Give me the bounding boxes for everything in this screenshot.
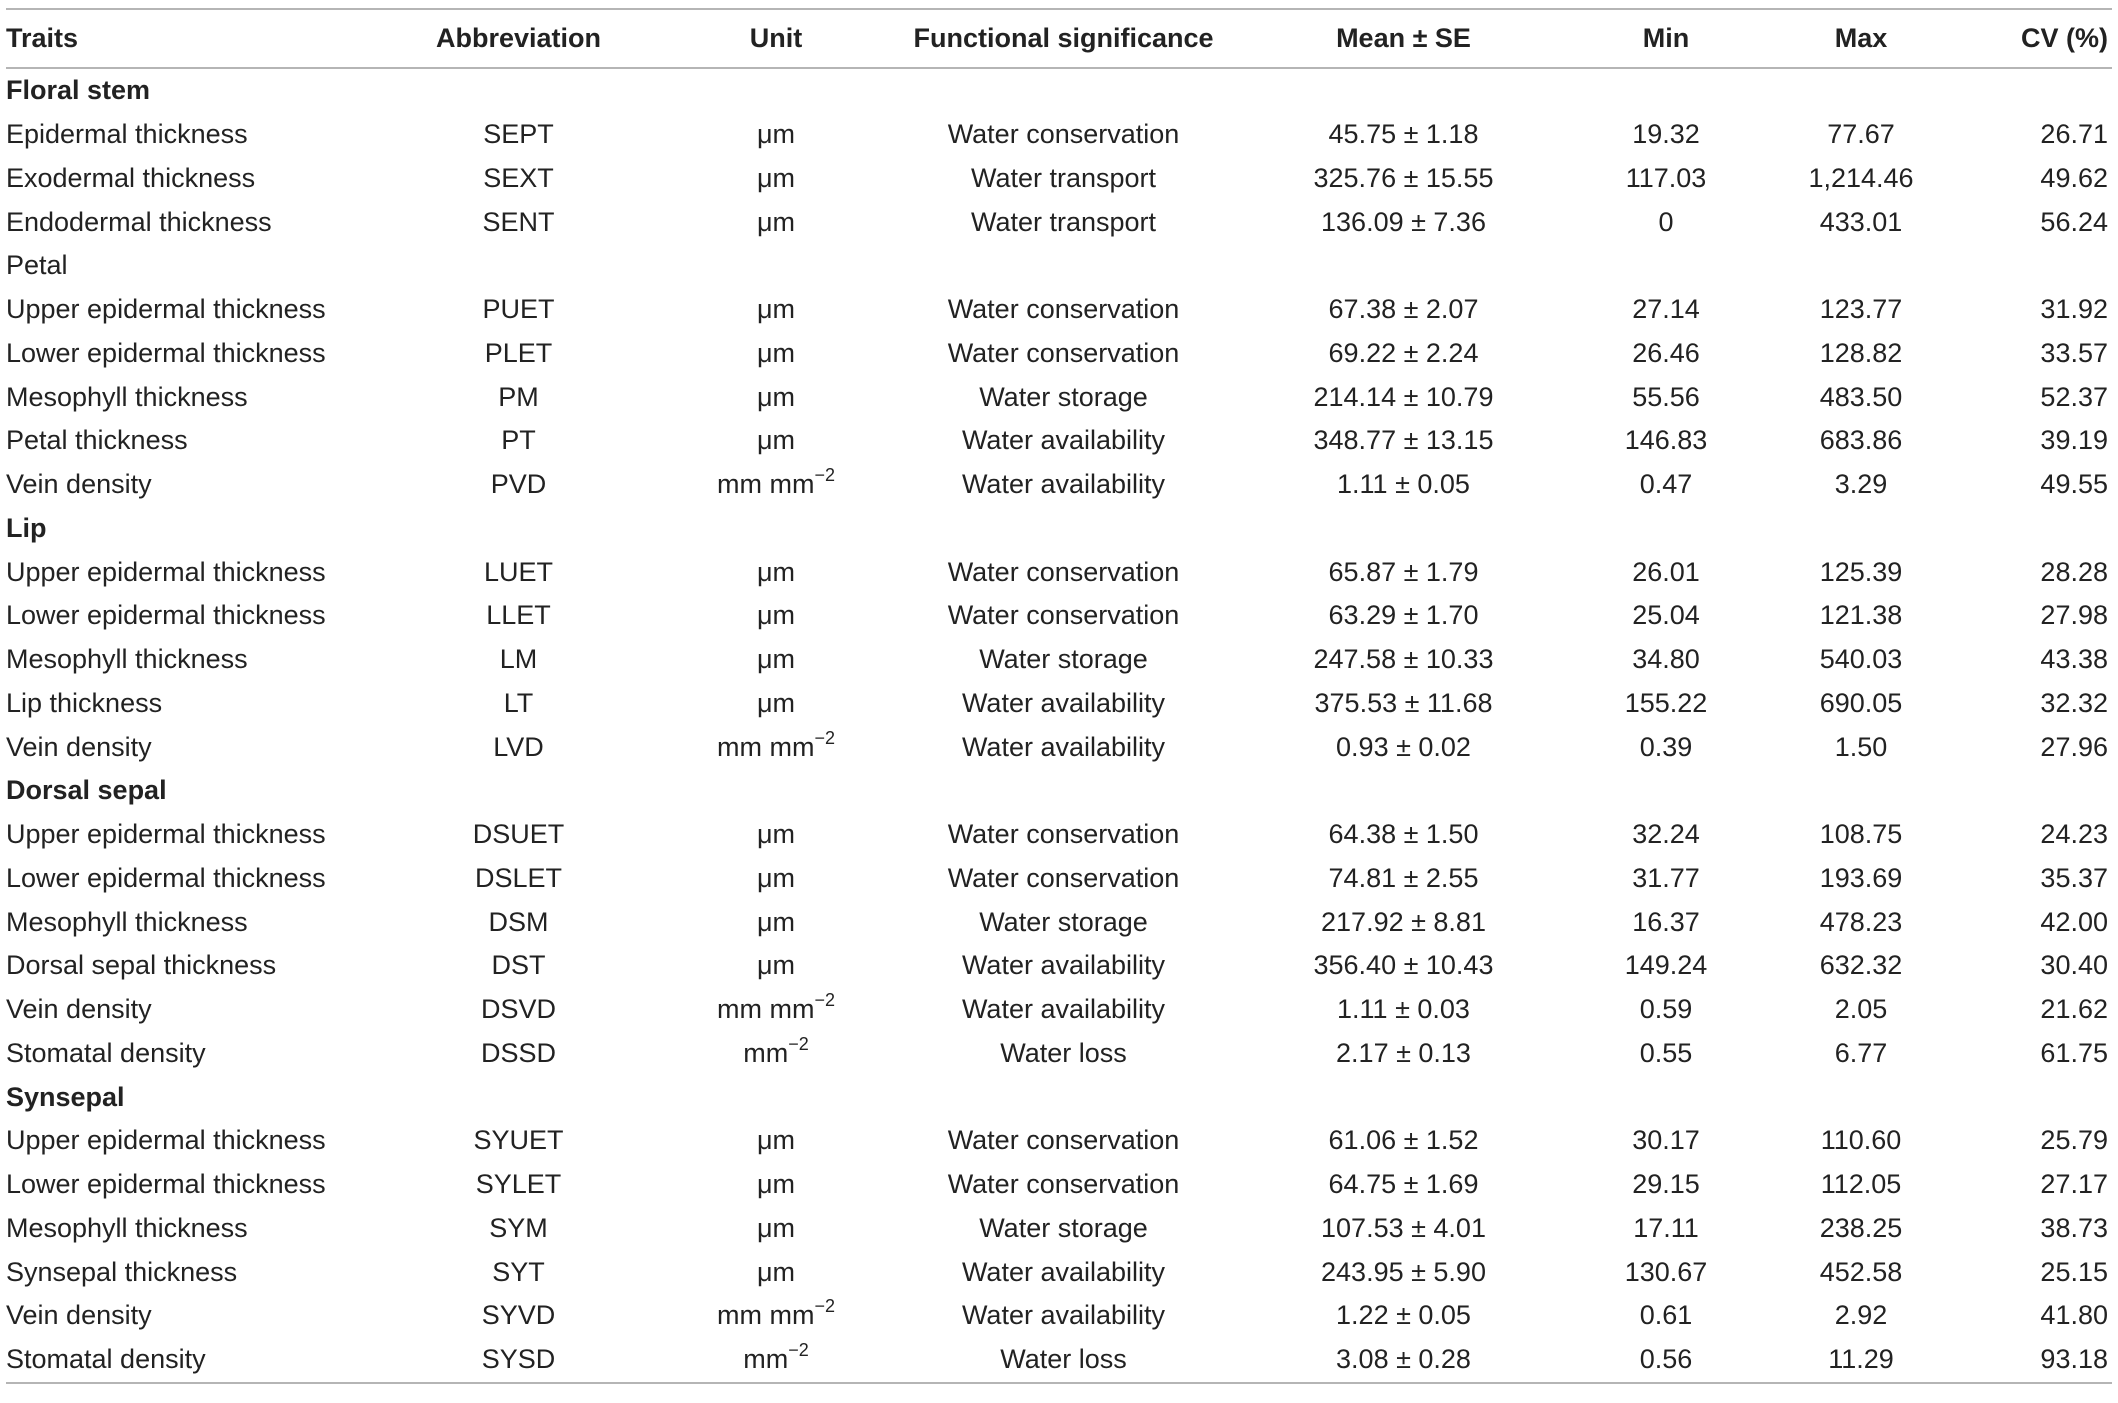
max-cell: 77.67 bbox=[1827, 119, 1895, 150]
trait-cell: Upper epidermal thickness bbox=[6, 294, 326, 325]
functional-significance-cell: Water transport bbox=[970, 206, 1157, 237]
mean-se-cell: 356.40 ± 10.43 bbox=[1313, 950, 1494, 981]
trait-cell: Lower epidermal thickness bbox=[6, 862, 326, 893]
abbreviation-cell: DSVD bbox=[480, 994, 556, 1025]
mean-se-cell: 3.08 ± 0.28 bbox=[1336, 1344, 1471, 1375]
abbreviation-cell: SYVD bbox=[481, 1300, 556, 1331]
mean-se-cell: 375.53 ± 11.68 bbox=[1314, 687, 1493, 718]
max-cell: 6.77 bbox=[1834, 1037, 1888, 1068]
functional-significance-cell: Water availability bbox=[961, 950, 1166, 981]
table-row bbox=[6, 288, 2112, 332]
unit-exponent: −2 bbox=[814, 1296, 835, 1317]
header-cv: CV (%) bbox=[2021, 23, 2108, 53]
table-row bbox=[6, 857, 2112, 901]
max-cell: 110.60 bbox=[1820, 1125, 1902, 1156]
unit-cell bbox=[656, 463, 896, 507]
unit-base: μm bbox=[756, 1256, 796, 1287]
trait-cell: Upper epidermal thickness bbox=[6, 1125, 326, 1156]
trait-cell: Stomatal density bbox=[6, 1344, 206, 1375]
table-row bbox=[6, 550, 2112, 594]
cv-cell: 43.38 bbox=[2040, 644, 2108, 675]
unit-cell bbox=[656, 1163, 896, 1207]
unit-cell bbox=[656, 419, 896, 463]
unit-exponent: −2 bbox=[814, 727, 835, 748]
traits-table bbox=[6, 8, 2112, 1384]
table-row bbox=[6, 725, 2112, 769]
header-functional-significance: Functional significance bbox=[913, 23, 1214, 53]
mean-se-cell: 348.77 ± 13.15 bbox=[1313, 425, 1494, 456]
unit-cell bbox=[656, 157, 896, 201]
trait-cell: Lip thickness bbox=[6, 687, 163, 718]
unit-cell bbox=[656, 288, 896, 332]
unit-base: μm bbox=[756, 819, 796, 850]
unit-cell bbox=[656, 900, 896, 944]
table-row bbox=[6, 1250, 2112, 1294]
min-cell: 32.24 bbox=[1632, 819, 1700, 850]
abbreviation-cell: LT bbox=[503, 687, 534, 718]
table-row bbox=[6, 813, 2112, 857]
cv-cell: 33.57 bbox=[2040, 337, 2108, 368]
group-label: Petal bbox=[6, 250, 68, 281]
functional-significance-cell: Water storage bbox=[979, 1212, 1148, 1243]
max-cell: 108.75 bbox=[1819, 819, 1903, 850]
abbreviation-cell: SENT bbox=[482, 206, 555, 237]
abbreviation-cell: PLET bbox=[484, 337, 553, 368]
functional-significance-cell: Water conservation bbox=[947, 819, 1180, 850]
trait-cell: Upper epidermal thickness bbox=[6, 556, 326, 587]
abbreviation-cell: DSSD bbox=[480, 1037, 556, 1068]
cv-cell: 27.17 bbox=[2040, 1169, 2108, 1200]
max-cell: 1,214.46 bbox=[1808, 162, 1914, 193]
unit-exponent: −2 bbox=[788, 1033, 809, 1054]
unit-base: μm bbox=[756, 337, 796, 368]
group-label: Dorsal sepal bbox=[6, 775, 167, 806]
abbreviation-cell: SEXT bbox=[483, 162, 554, 193]
abbreviation-cell: PVD bbox=[490, 469, 547, 500]
unit-cell bbox=[656, 638, 896, 682]
cv-cell: 21.62 bbox=[2040, 994, 2108, 1025]
unit-base: μm bbox=[756, 206, 796, 237]
max-cell: 238.25 bbox=[1819, 1212, 1903, 1243]
max-cell: 478.23 bbox=[1819, 906, 1903, 937]
mean-se-cell: 1.11 ± 0.05 bbox=[1337, 469, 1470, 500]
mean-se-cell: 0.93 ± 0.02 bbox=[1336, 731, 1471, 762]
table-row bbox=[6, 988, 2112, 1032]
abbreviation-cell: LM bbox=[499, 644, 538, 675]
unit-base: μm bbox=[756, 162, 796, 193]
unit-cell bbox=[656, 200, 896, 244]
abbreviation-cell: LUET bbox=[483, 556, 554, 587]
cv-cell: 27.96 bbox=[2040, 731, 2108, 762]
unit-base: μm bbox=[756, 1169, 796, 1200]
mean-se-cell: 217.92 ± 8.81 bbox=[1321, 906, 1486, 937]
cv-cell: 28.28 bbox=[2040, 556, 2108, 587]
cv-cell: 26.71 bbox=[2040, 119, 2108, 150]
table-row bbox=[6, 375, 2112, 419]
trait-cell: Stomatal density bbox=[6, 1037, 206, 1068]
trait-cell: Petal thickness bbox=[6, 425, 188, 456]
table-row bbox=[6, 200, 2112, 244]
functional-significance-cell: Water storage bbox=[979, 381, 1148, 412]
max-cell: 193.69 bbox=[1819, 862, 1903, 893]
unit-base: μm bbox=[756, 381, 796, 412]
trait-cell: Dorsal sepal thickness bbox=[6, 950, 277, 981]
functional-significance-cell: Water availability bbox=[961, 1256, 1166, 1287]
table-row bbox=[6, 1032, 2112, 1076]
mean-se-cell: 247.58 ± 10.33 bbox=[1313, 644, 1494, 675]
max-cell: 123.77 bbox=[1819, 294, 1903, 325]
min-cell: 34.80 bbox=[1632, 644, 1700, 675]
group-label: Floral stem bbox=[6, 75, 151, 106]
table-row bbox=[6, 1338, 2112, 1383]
header-abbreviation: Abbreviation bbox=[435, 23, 602, 53]
unit-cell bbox=[656, 594, 896, 638]
unit-base: μm bbox=[756, 1212, 796, 1243]
max-cell: 2.05 bbox=[1834, 994, 1888, 1025]
min-cell: 19.32 bbox=[1632, 119, 1700, 150]
trait-cell: Lower epidermal thickness bbox=[6, 337, 326, 368]
functional-significance-cell: Water availability bbox=[961, 731, 1166, 762]
unit-base: mm bbox=[743, 1037, 789, 1068]
min-cell: 155.22 bbox=[1624, 687, 1708, 718]
unit-cell bbox=[656, 113, 896, 157]
mean-se-cell: 69.22 ± 2.24 bbox=[1328, 337, 1479, 368]
max-cell: 690.05 bbox=[1819, 687, 1903, 718]
max-cell: 128.82 bbox=[1819, 337, 1903, 368]
min-cell: 55.56 bbox=[1632, 381, 1700, 412]
min-cell: 26.46 bbox=[1632, 337, 1700, 368]
table-row bbox=[6, 944, 2112, 988]
functional-significance-cell: Water conservation bbox=[947, 294, 1180, 325]
functional-significance-cell: Water availability bbox=[961, 1300, 1166, 1331]
unit-cell bbox=[656, 1207, 896, 1251]
min-cell: 0.55 bbox=[1639, 1037, 1693, 1068]
trait-cell: Upper epidermal thickness bbox=[6, 819, 326, 850]
group-header-row bbox=[6, 244, 2112, 288]
min-cell: 27.14 bbox=[1632, 294, 1700, 325]
functional-significance-cell: Water loss bbox=[1000, 1344, 1127, 1375]
unit-cell bbox=[656, 682, 896, 726]
unit-exponent: −2 bbox=[814, 465, 835, 486]
trait-cell: Exodermal thickness bbox=[6, 162, 256, 193]
cv-cell: 30.40 bbox=[2040, 950, 2108, 981]
unit-cell bbox=[656, 988, 896, 1032]
cv-cell: 41.80 bbox=[2040, 1300, 2108, 1331]
unit-cell bbox=[656, 857, 896, 901]
abbreviation-cell: DSM bbox=[488, 906, 549, 937]
unit-base: mm mm bbox=[717, 731, 815, 762]
min-cell: 26.01 bbox=[1632, 556, 1700, 587]
abbreviation-cell: SYM bbox=[489, 1212, 548, 1243]
traits-table-container bbox=[6, 8, 2112, 1384]
trait-cell: Lower epidermal thickness bbox=[6, 1169, 326, 1200]
functional-significance-cell: Water conservation bbox=[947, 556, 1180, 587]
unit-base: μm bbox=[756, 950, 796, 981]
max-cell: 125.39 bbox=[1819, 556, 1903, 587]
abbreviation-cell: DSLET bbox=[474, 862, 563, 893]
unit-base: μm bbox=[756, 294, 796, 325]
min-cell: 16.37 bbox=[1632, 906, 1700, 937]
functional-significance-cell: Water conservation bbox=[947, 337, 1180, 368]
min-cell: 0 bbox=[1658, 206, 1674, 237]
group-header-row bbox=[6, 507, 2112, 551]
abbreviation-cell: DST bbox=[491, 950, 546, 981]
unit-cell bbox=[656, 1032, 896, 1076]
unit-base: μm bbox=[756, 644, 796, 675]
table-row bbox=[6, 113, 2112, 157]
unit-base: μm bbox=[756, 425, 796, 456]
mean-se-cell: 64.75 ± 1.69 bbox=[1328, 1169, 1479, 1200]
trait-cell: Synsepal thickness bbox=[6, 1256, 238, 1287]
unit-base: mm bbox=[743, 1344, 789, 1375]
group-header-row bbox=[6, 769, 2112, 813]
mean-se-cell: 61.06 ± 1.52 bbox=[1328, 1125, 1479, 1156]
functional-significance-cell: Water storage bbox=[979, 644, 1148, 675]
cv-cell: 42.00 bbox=[2040, 906, 2108, 937]
unit-cell bbox=[656, 1250, 896, 1294]
cv-cell: 39.19 bbox=[2040, 425, 2108, 456]
trait-cell: Endodermal thickness bbox=[6, 206, 272, 237]
mean-se-cell: 243.95 ± 5.90 bbox=[1321, 1256, 1486, 1287]
table-row bbox=[6, 332, 2112, 376]
group-label: Lip bbox=[6, 512, 47, 543]
unit-cell bbox=[656, 813, 896, 857]
max-cell: 1.50 bbox=[1834, 731, 1888, 762]
table-row bbox=[6, 463, 2112, 507]
max-cell: 483.50 bbox=[1819, 381, 1903, 412]
unit-exponent: −2 bbox=[814, 990, 835, 1011]
unit-cell bbox=[656, 550, 896, 594]
header-mean-se: Mean ± SE bbox=[1336, 23, 1471, 53]
abbreviation-cell: PT bbox=[501, 425, 536, 456]
unit-cell bbox=[656, 375, 896, 419]
cv-cell: 25.79 bbox=[2040, 1125, 2108, 1156]
mean-se-cell: 214.14 ± 10.79 bbox=[1313, 381, 1494, 412]
functional-significance-cell: Water conservation bbox=[947, 1125, 1180, 1156]
table-row bbox=[6, 157, 2112, 201]
abbreviation-cell: LLET bbox=[486, 600, 551, 631]
trait-cell: Mesophyll thickness bbox=[6, 381, 248, 412]
min-cell: 130.67 bbox=[1624, 1256, 1708, 1287]
mean-se-cell: 64.38 ± 1.50 bbox=[1328, 819, 1479, 850]
mean-se-cell: 74.81 ± 2.55 bbox=[1328, 862, 1479, 893]
cv-cell: 35.37 bbox=[2040, 862, 2108, 893]
unit-base: μm bbox=[756, 687, 796, 718]
abbreviation-cell: PUET bbox=[482, 294, 555, 325]
header-unit: Unit bbox=[749, 23, 803, 53]
min-cell: 25.04 bbox=[1632, 600, 1700, 631]
max-cell: 632.32 bbox=[1819, 950, 1903, 981]
min-cell: 117.03 bbox=[1625, 162, 1707, 193]
trait-cell: Lower epidermal thickness bbox=[6, 600, 326, 631]
max-cell: 112.05 bbox=[1820, 1169, 1902, 1200]
mean-se-cell: 325.76 ± 15.55 bbox=[1313, 162, 1494, 193]
functional-significance-cell: Water availability bbox=[961, 425, 1166, 456]
mean-se-cell: 1.22 ± 0.05 bbox=[1336, 1300, 1471, 1331]
mean-se-cell: 2.17 ± 0.13 bbox=[1336, 1037, 1471, 1068]
unit-base: μm bbox=[756, 906, 796, 937]
abbreviation-cell: SYUET bbox=[473, 1125, 564, 1156]
unit-base: μm bbox=[756, 1125, 796, 1156]
max-cell: 121.38 bbox=[1819, 600, 1903, 631]
unit-cell bbox=[656, 332, 896, 376]
header-max: Max bbox=[1834, 23, 1888, 53]
mean-se-cell: 1.11 ± 0.03 bbox=[1337, 994, 1470, 1025]
header-traits: Traits bbox=[6, 23, 79, 53]
cv-cell: 93.18 bbox=[2040, 1344, 2108, 1375]
trait-cell: Vein density bbox=[6, 1300, 152, 1331]
functional-significance-cell: Water storage bbox=[979, 906, 1148, 937]
unit-cell bbox=[656, 944, 896, 988]
functional-significance-cell: Water conservation bbox=[947, 119, 1180, 150]
max-cell: 433.01 bbox=[1819, 206, 1903, 237]
abbreviation-cell: SYSD bbox=[481, 1344, 556, 1375]
cv-cell: 31.92 bbox=[2040, 294, 2108, 325]
trait-cell: Mesophyll thickness bbox=[6, 644, 248, 675]
min-cell: 31.77 bbox=[1632, 862, 1700, 893]
table-row bbox=[6, 1207, 2112, 1251]
max-cell: 452.58 bbox=[1819, 1256, 1903, 1287]
functional-significance-cell: Water transport bbox=[970, 162, 1157, 193]
trait-cell: Epidermal thickness bbox=[6, 119, 248, 150]
cv-cell: 61.75 bbox=[2040, 1037, 2108, 1068]
group-header-row bbox=[6, 1075, 2112, 1119]
min-cell: 0.59 bbox=[1639, 994, 1693, 1025]
unit-base: mm mm bbox=[717, 469, 815, 500]
group-label: Synsepal bbox=[6, 1081, 125, 1112]
min-cell: 146.83 bbox=[1624, 425, 1708, 456]
functional-significance-cell: Water loss bbox=[1000, 1037, 1127, 1068]
trait-cell: Vein density bbox=[6, 994, 152, 1025]
min-cell: 0.39 bbox=[1639, 731, 1693, 762]
abbreviation-cell: LVD bbox=[493, 731, 544, 762]
mean-se-cell: 67.38 ± 2.07 bbox=[1328, 294, 1479, 325]
min-cell: 0.61 bbox=[1639, 1300, 1693, 1331]
trait-cell: Mesophyll thickness bbox=[6, 906, 248, 937]
unit-base: μm bbox=[756, 600, 796, 631]
group-header-row bbox=[6, 68, 2112, 113]
cv-cell: 49.55 bbox=[2040, 469, 2108, 500]
cv-cell: 27.98 bbox=[2040, 600, 2108, 631]
unit-base: μm bbox=[756, 119, 796, 150]
min-cell: 0.56 bbox=[1639, 1344, 1693, 1375]
trait-cell: Mesophyll thickness bbox=[6, 1212, 248, 1243]
header-min: Min bbox=[1642, 23, 1690, 53]
max-cell: 540.03 bbox=[1819, 644, 1903, 675]
unit-cell bbox=[656, 1338, 896, 1383]
table-row bbox=[6, 594, 2112, 638]
min-cell: 149.24 bbox=[1624, 950, 1708, 981]
max-cell: 11.29 bbox=[1828, 1344, 1894, 1375]
unit-base: μm bbox=[756, 556, 796, 587]
mean-se-cell: 65.87 ± 1.79 bbox=[1328, 556, 1479, 587]
functional-significance-cell: Water conservation bbox=[947, 1169, 1180, 1200]
unit-base: mm mm bbox=[717, 994, 815, 1025]
mean-se-cell: 136.09 ± 7.36 bbox=[1321, 206, 1486, 237]
cv-cell: 25.15 bbox=[2040, 1256, 2108, 1287]
table-row bbox=[6, 900, 2112, 944]
functional-significance-cell: Water availability bbox=[961, 469, 1166, 500]
unit-cell bbox=[656, 725, 896, 769]
table-row bbox=[6, 638, 2112, 682]
functional-significance-cell: Water availability bbox=[961, 994, 1166, 1025]
table-row bbox=[6, 1294, 2112, 1338]
abbreviation-cell: SEPT bbox=[483, 119, 554, 150]
mean-se-cell: 107.53 ± 4.01 bbox=[1321, 1212, 1486, 1243]
min-cell: 30.17 bbox=[1632, 1125, 1700, 1156]
min-cell: 0.47 bbox=[1639, 469, 1693, 500]
abbreviation-cell: SYT bbox=[492, 1256, 545, 1287]
table-row bbox=[6, 1119, 2112, 1163]
unit-cell bbox=[656, 1119, 896, 1163]
table-body bbox=[6, 68, 2112, 1383]
cv-cell: 38.73 bbox=[2040, 1212, 2108, 1243]
unit-base: μm bbox=[756, 862, 796, 893]
abbreviation-cell: DSUET bbox=[472, 819, 565, 850]
abbreviation-cell: PM bbox=[498, 381, 539, 412]
min-cell: 17.11 bbox=[1633, 1212, 1699, 1243]
unit-exponent: −2 bbox=[788, 1340, 809, 1361]
table-row bbox=[6, 682, 2112, 726]
cv-cell: 52.37 bbox=[2040, 381, 2108, 412]
unit-cell bbox=[656, 1294, 896, 1338]
max-cell: 3.29 bbox=[1834, 469, 1888, 500]
mean-se-cell: 63.29 ± 1.70 bbox=[1328, 600, 1479, 631]
cv-cell: 56.24 bbox=[2040, 206, 2108, 237]
table-row bbox=[6, 1163, 2112, 1207]
max-cell: 2.92 bbox=[1834, 1300, 1888, 1331]
mean-se-cell: 45.75 ± 1.18 bbox=[1328, 119, 1479, 150]
functional-significance-cell: Water availability bbox=[961, 687, 1166, 718]
trait-cell: Vein density bbox=[6, 731, 152, 762]
functional-significance-cell: Water conservation bbox=[947, 600, 1180, 631]
cv-cell: 49.62 bbox=[2040, 162, 2108, 193]
abbreviation-cell: SYLET bbox=[475, 1169, 562, 1200]
cv-cell: 24.23 bbox=[2040, 819, 2108, 850]
unit-base: mm mm bbox=[717, 1300, 815, 1331]
max-cell: 683.86 bbox=[1819, 425, 1903, 456]
cv-cell: 32.32 bbox=[2040, 687, 2108, 718]
table-row bbox=[6, 419, 2112, 463]
table-header-row bbox=[6, 9, 2112, 68]
functional-significance-cell: Water conservation bbox=[947, 862, 1180, 893]
trait-cell: Vein density bbox=[6, 469, 152, 500]
min-cell: 29.15 bbox=[1632, 1169, 1700, 1200]
